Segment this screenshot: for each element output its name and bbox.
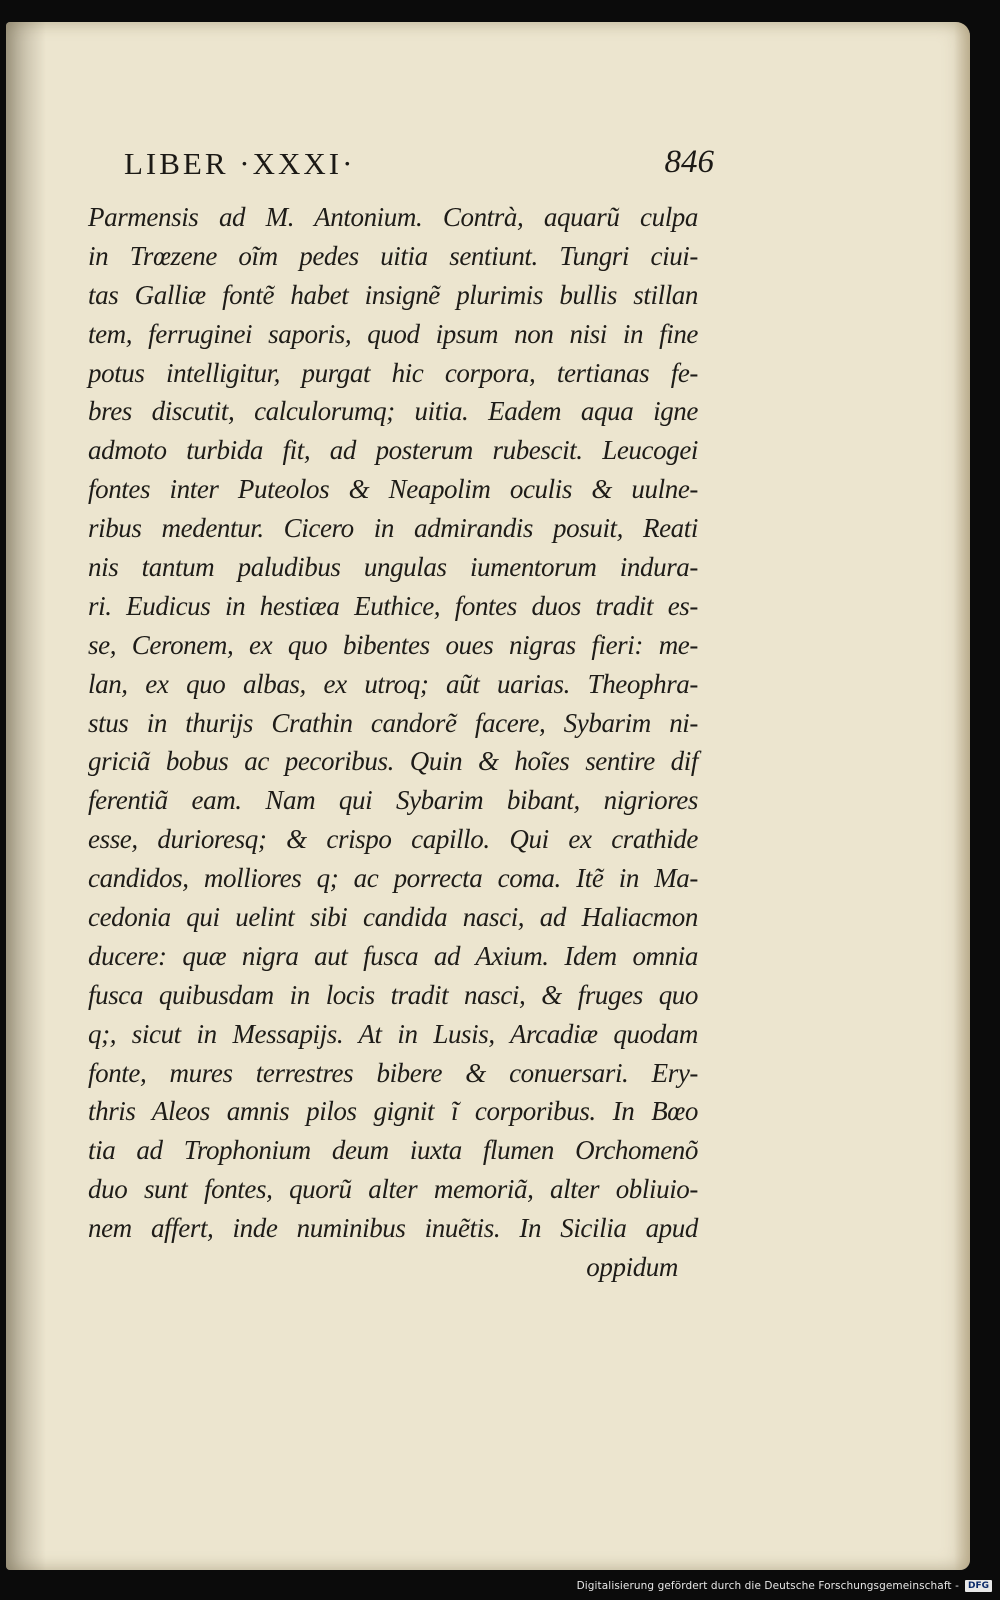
book-page <box>6 22 970 1570</box>
text-block <box>88 198 698 1287</box>
text-line: candidos, molliores q; ac porrecta coma. Itẽ in Ma- <box>88 863 698 894</box>
page-gutter-shadow <box>6 22 46 1570</box>
text-line: nis tantum paludibus ungulas iumentorum indura- <box>88 552 698 583</box>
text-line: se, Ceronem, ex quo bibentes oues nigras fieri: me- <box>88 629 698 660</box>
text-line: in Trœzene oĩm pedes uitia sentiunt. Tungri ciui- <box>88 240 698 271</box>
dfg-logo: DFG <box>965 1580 992 1592</box>
catchword: oppidum <box>586 1252 678 1283</box>
running-title: LIBER ·XXXI· <box>124 146 356 181</box>
text-line: potus intelligitur, purgat hic corpora, tertianas fe- <box>88 357 698 388</box>
text-line: stus in thurijs Crathin candorẽ facere, Sybarim ni- <box>88 707 698 738</box>
text-line: tem, ferruginei saporis, quod ipsum non nisi in fine <box>88 318 698 349</box>
text-line: esse, durioresq; & crispo capillo. Qui ex crathide <box>88 824 698 855</box>
text-line: nem affert, inde numinibus inuẽtis. In Sicilia apud <box>88 1213 698 1244</box>
text-line: duo sunt fontes, quorũ alter memoriã, alter obliuio- <box>88 1174 698 1205</box>
text-line: admoto turbida fit, ad posterum rubescit. Leucogei <box>88 435 698 466</box>
text-line: tia ad Trophonium deum iuxta flumen Orchomenõ <box>88 1135 698 1166</box>
page-edge-shadow <box>954 22 970 1570</box>
text-line: tas Galliæ fontẽ habet insignẽ plurimis bullis stillan <box>88 279 698 310</box>
text-line: ferentiã eam. Nam qui Sybarim bibant, nigriores <box>88 785 698 816</box>
text-line: cedonia qui uelint sibi candida nasci, ad Haliacmon <box>88 902 698 933</box>
page-header <box>124 146 714 186</box>
text-line: Parmensis ad M. Antonium. Contrà, aquarũ culpa <box>88 202 698 232</box>
text-line: lan, ex quo albas, ex utroq; aũt uarias. Theophra- <box>88 668 698 699</box>
text-line: bres discutit, calculorumq; uitia. Eadem aqua igne <box>88 396 698 427</box>
text-line: griciã bobus ac pecoribus. Quin & hoĩes sentire dif <box>88 746 698 777</box>
text-line: fonte, mures terrestres bibere & conuersari. Ery- <box>88 1057 698 1088</box>
text-line: q;, sicut in Messapijs. At in Lusis, Arcadiæ quodam <box>88 1018 698 1049</box>
text-line: fontes inter Puteolos & Neapolim oculis & uulne- <box>88 474 698 505</box>
text-line: fusca quibusdam in locis tradit nasci, & fruges quo <box>88 979 698 1010</box>
text-line: ri. Eudicus in hestiæa Euthice, fontes duos tradit es- <box>88 590 698 621</box>
folio-number: 846 <box>664 144 714 180</box>
text-line: ribus medentur. Cicero in admirandis posuit, Reati <box>88 513 698 544</box>
digitization-footer <box>577 1578 992 1594</box>
text-line: ducere: quæ nigra aut fusca ad Axium. Idem omnia <box>88 940 698 971</box>
footer-credit: Digitalisierung gefördert durch die Deutsche Forschungsgemeinschaft - <box>576 1580 959 1592</box>
text-line: thris Aleos amnis pilos gignit ĩ corporibus. In Bœo <box>88 1096 698 1127</box>
